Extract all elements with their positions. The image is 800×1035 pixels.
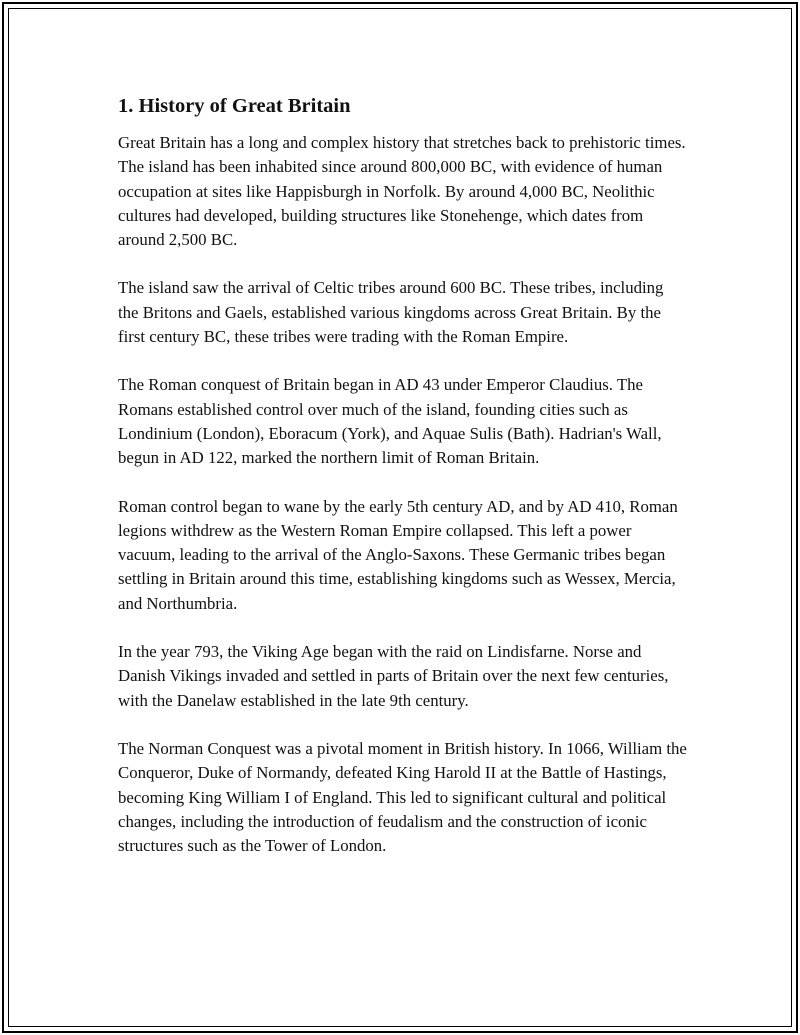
paragraph-norman-conquest: The Norman Conquest was a pivotal moment in British history. In 1066, William the Conqueror, Duke of Normandy, defeated King Harold II at the Battle of Hastings, becoming King William I of England. This led to significant cultural and political changes, including the introduction of feudalism and the construction of iconic structures such as the Tower of London. — [118, 738, 687, 856]
paragraph-anglo-saxons: Roman control began to wane by the early 5th century AD, and by AD 410, Roman legions withdrew as the Western Roman Empire collapsed. This left a power vacuum, leading to the arrival of the Anglo-Saxons. These Germanic tribes began settling in Britain around this time, establishing kingdoms such as Wessex, Mercia, and Northumbria. — [118, 496, 678, 613]
paragraph-roman-conquest: The Roman conquest of Britain began in AD 43 under Emperor Claudius. The Romans established control over much of the island, founding cities such as Londinium (London), Eboracum (York), and Aquae Sulis (Bath). Hadrian's Wall, begun in AD 122, marked the northern limit of Roman Britain. — [118, 375, 662, 468]
paragraph-prehistory: Great Britain has a long and complex history that stretches back to prehistoric times. The island has been inhabited since around 800,000 BC, with evidence of human occupation at sites like Happisburgh in Norfolk. By around 4,000 BC, Neolithic cultures had developed, building structures like Stonehenge, which dates from around 2,500 BC. — [118, 133, 686, 250]
document-body — [118, 92, 688, 882]
section-title: 1. History of Great Britain — [118, 95, 351, 117]
paragraph-viking-age: In the year 793, the Viking Age began with the raid on Lindisfarne. Norse and Danish Vikings invaded and settled in parts of Britain over the next few centuries, with the Danelaw established in the late 9th century. — [118, 642, 669, 710]
paragraph-celtic-tribes: The island saw the arrival of Celtic tribes around 600 BC. These tribes, including the Britons and Gaels, established various kingdoms across Great Britain. By the first century BC, these tribes were trading with the Roman Empire. — [118, 278, 664, 347]
